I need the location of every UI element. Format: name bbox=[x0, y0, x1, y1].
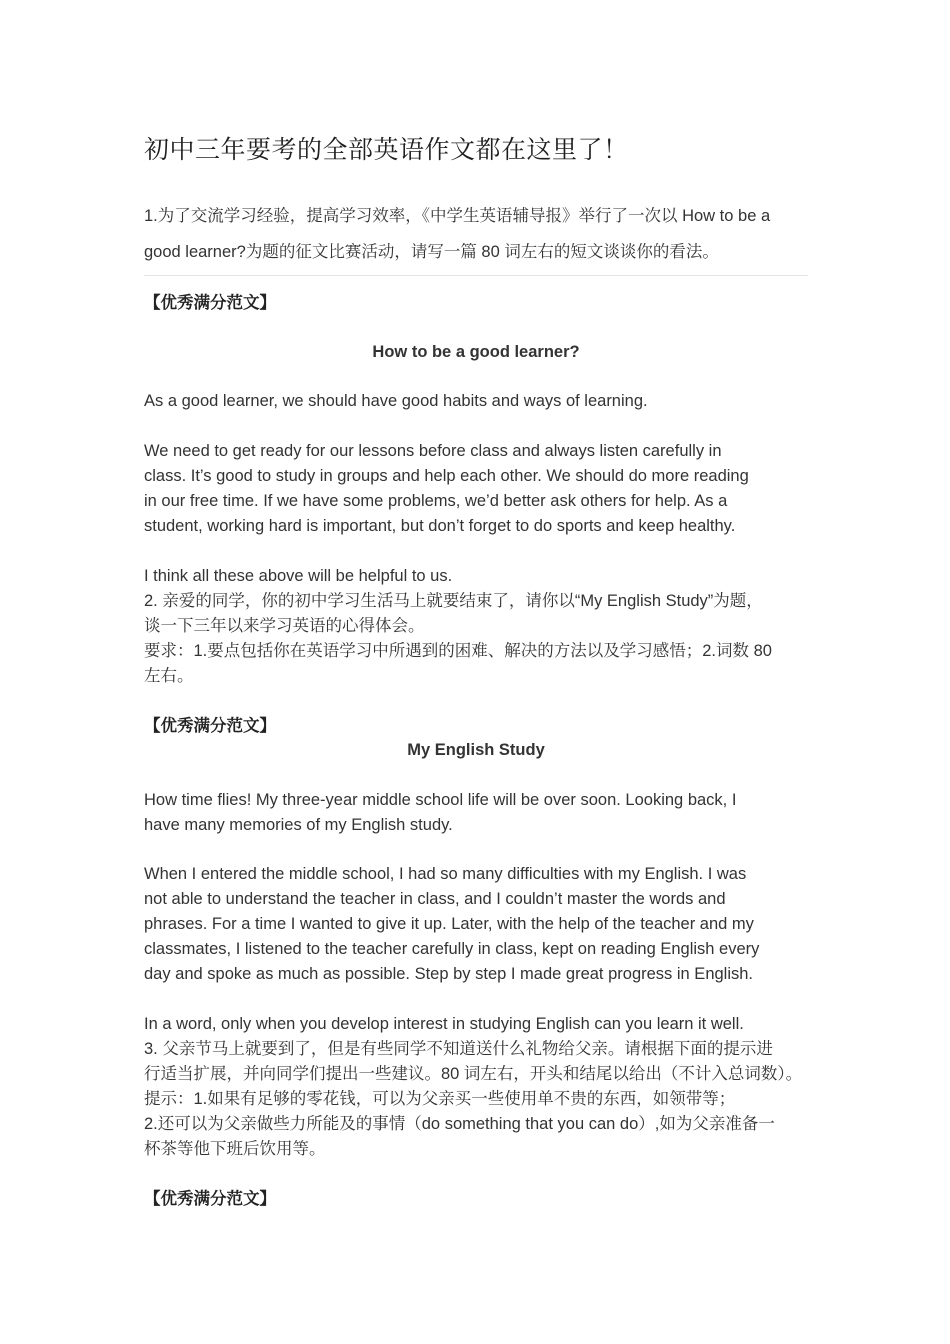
essay-1-line: I think all these above will be helpful to us. bbox=[144, 567, 453, 585]
question-2-line: 谈一下三年以来学习英语的心得体会。 bbox=[144, 617, 425, 635]
sample-label: 【优秀满分范文】 bbox=[144, 1190, 276, 1208]
essay-2-paragraph bbox=[144, 1012, 808, 1037]
question-2 bbox=[144, 589, 808, 689]
essay-2-line: When I entered the middle school, I had so many difficulties with my English. I was bbox=[144, 865, 747, 883]
question-3 bbox=[144, 1037, 808, 1162]
essay-2-line: In a word, only when you develop interest in studying English can you learn it well. bbox=[144, 1015, 744, 1033]
essay-1-title: How to be a good learner? bbox=[372, 343, 580, 361]
essay-2-paragraph bbox=[144, 788, 808, 838]
essay-1-line: class. It’s good to study in groups and help each other. We should do more reading bbox=[144, 467, 749, 485]
essay-1-line: We need to get ready for our lessons before class and always listen carefully in bbox=[144, 442, 722, 460]
question-3-line: 2.还可以为父亲做些力所能及的事情（do something that you can do）,如为父亲准备一 bbox=[144, 1115, 775, 1133]
question-3-line: 提示：1.如果有足够的零花钱，可以为父亲买一些使用单不贵的东西，如领带等； bbox=[144, 1090, 736, 1108]
essay-1-paragraph bbox=[144, 439, 808, 539]
divider bbox=[144, 275, 808, 276]
question-1-line: good learner?为题的征文比赛活动，请写一篇 80 词左右的短文谈谈你的看法。 bbox=[144, 243, 719, 261]
sample-label: 【优秀满分范文】 bbox=[144, 294, 276, 312]
question-2-line: 要求：1.要点包括你在英语学习中所遇到的困难、解决的方法以及学习感悟；2.词数 80 bbox=[144, 642, 772, 660]
essay-2-line: day and spoke as much as possible. Step by step I made great progress in English. bbox=[144, 965, 754, 983]
question-3-line: 行适当扩展，并向同学们提出一些建议。80 词左右，开头和结尾以给出（不计入总词数）。 bbox=[144, 1065, 803, 1083]
essay-2-line: classmates, I listened to the teacher carefully in class, kept on reading English every bbox=[144, 940, 760, 958]
question-1-line: 1.为了交流学习经验，提高学习效率，《中学生英语辅导报》举行了一次以 How to be a bbox=[144, 207, 771, 225]
essay-2-line: not able to understand the teacher in class, and I couldn’t master the words and bbox=[144, 890, 726, 908]
essay-1-line: in our free time. If we have some problems, we’d better ask others for help. As a bbox=[144, 492, 728, 510]
essay-1-line: student, working hard is important, but don’t forget to do sports and keep healthy. bbox=[144, 517, 736, 535]
question-1 bbox=[144, 198, 808, 270]
essay-2-line: have many memories of my English study. bbox=[144, 816, 453, 834]
question-3-line: 3. 父亲节马上就要到了，但是有些同学不知道送什么礼物给父亲。请根据下面的提示进 bbox=[144, 1040, 773, 1058]
essay-2-line: How time flies! My three-year middle school life will be over soon. Looking back, I bbox=[144, 791, 737, 809]
essay-2-title: My English Study bbox=[407, 741, 545, 759]
question-2-line: 左右。 bbox=[144, 667, 194, 685]
essay-1-paragraph bbox=[144, 389, 808, 414]
sample-label: 【优秀满分范文】 bbox=[144, 717, 276, 735]
question-2-line: 2. 亲爱的同学，你的初中学习生活马上就要结束了，请你以“My English Study”为题， bbox=[144, 592, 763, 610]
question-3-line: 杯茶等他下班后饮用等。 bbox=[144, 1140, 326, 1158]
essay-1-line: As a good learner, we should have good habits and ways of learning. bbox=[144, 392, 648, 410]
essay-2-paragraph bbox=[144, 862, 808, 987]
essay-2-line: phrases. For a time I wanted to give it up. Later, with the help of the teacher and my bbox=[144, 915, 754, 933]
document-title: 初中三年要考的全部英语作文都在这里了！ bbox=[144, 135, 629, 164]
essay-1-paragraph bbox=[144, 564, 808, 589]
